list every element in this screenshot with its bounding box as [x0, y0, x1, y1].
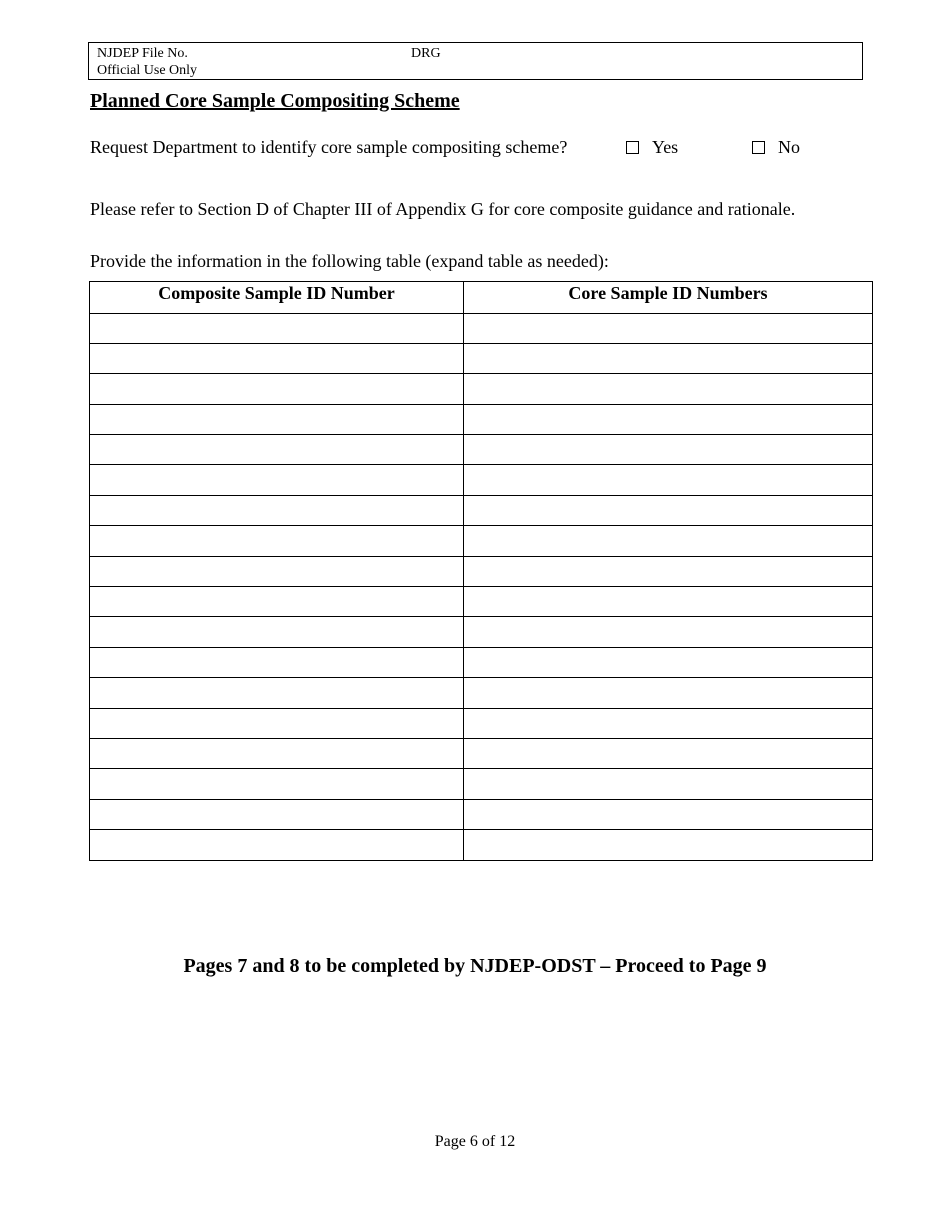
composite-id-cell[interactable]	[90, 830, 464, 860]
compositing-table	[89, 281, 873, 861]
composite-id-cell[interactable]	[90, 404, 464, 434]
table-row	[90, 313, 873, 343]
core-ids-cell[interactable]	[464, 404, 873, 434]
table-row	[90, 708, 873, 738]
core-ids-cell[interactable]	[464, 435, 873, 465]
core-ids-cell[interactable]	[464, 556, 873, 586]
core-ids-cell[interactable]	[464, 343, 873, 373]
composite-id-cell[interactable]	[90, 374, 464, 404]
composite-id-cell[interactable]	[90, 678, 464, 708]
table-row	[90, 769, 873, 799]
composite-id-cell[interactable]	[90, 769, 464, 799]
table-row	[90, 374, 873, 404]
composite-id-cell[interactable]	[90, 708, 464, 738]
table-row	[90, 556, 873, 586]
table-row	[90, 678, 873, 708]
composite-id-cell[interactable]	[90, 799, 464, 829]
core-ids-cell[interactable]	[464, 799, 873, 829]
no-checkbox[interactable]	[752, 141, 765, 154]
drg-label: DRG	[411, 46, 441, 61]
yes-checkbox[interactable]	[626, 141, 639, 154]
page-number: Page 6 of 12	[434, 1133, 516, 1150]
core-ids-cell[interactable]	[464, 738, 873, 768]
core-ids-cell[interactable]	[464, 617, 873, 647]
composite-id-cell[interactable]	[90, 617, 464, 647]
core-ids-cell[interactable]	[464, 587, 873, 617]
table-row	[90, 738, 873, 768]
file-no-label: NJDEP File No.	[97, 46, 188, 61]
core-ids-cell[interactable]	[464, 678, 873, 708]
table-intro-text: Provide the information in the following table (expand table as needed):	[90, 251, 609, 271]
compositing-question: Request Department to identify core sample compositing scheme?	[90, 137, 568, 157]
core-ids-cell[interactable]	[464, 374, 873, 404]
guidance-text: Please refer to Section D of Chapter III of Appendix G for core composite guidance and rationale.	[90, 199, 796, 219]
table-row	[90, 617, 873, 647]
composite-id-cell[interactable]	[90, 556, 464, 586]
table-row	[90, 830, 873, 860]
section-title: Planned Core Sample Compositing Scheme	[90, 90, 460, 112]
table-row	[90, 465, 873, 495]
core-ids-cell[interactable]	[464, 830, 873, 860]
table-row	[90, 799, 873, 829]
core-ids-cell[interactable]	[464, 769, 873, 799]
table-row	[90, 526, 873, 556]
composite-id-cell[interactable]	[90, 435, 464, 465]
composite-id-cell[interactable]	[90, 343, 464, 373]
official-use-header-box	[88, 42, 863, 80]
column-header-composite-id: Composite Sample ID Number	[90, 282, 464, 314]
composite-id-cell[interactable]	[90, 465, 464, 495]
table-row	[90, 647, 873, 677]
yes-label: Yes	[652, 137, 679, 157]
composite-id-cell[interactable]	[90, 647, 464, 677]
table-row	[90, 404, 873, 434]
table-row	[90, 587, 873, 617]
no-option[interactable]	[752, 137, 800, 158]
core-ids-cell[interactable]	[464, 526, 873, 556]
table-row	[90, 343, 873, 373]
official-use-label: Official Use Only	[97, 63, 198, 78]
core-ids-cell[interactable]	[464, 647, 873, 677]
table-row	[90, 495, 873, 525]
composite-id-cell[interactable]	[90, 495, 464, 525]
no-label: No	[778, 137, 800, 157]
table-row	[90, 435, 873, 465]
table-header-row	[90, 282, 873, 314]
composite-id-cell[interactable]	[90, 313, 464, 343]
composite-id-cell[interactable]	[90, 738, 464, 768]
core-ids-cell[interactable]	[464, 465, 873, 495]
core-ids-cell[interactable]	[464, 313, 873, 343]
core-ids-cell[interactable]	[464, 708, 873, 738]
composite-id-cell[interactable]	[90, 526, 464, 556]
composite-id-cell[interactable]	[90, 587, 464, 617]
column-header-core-ids: Core Sample ID Numbers	[464, 282, 873, 314]
core-ids-cell[interactable]	[464, 495, 873, 525]
footer-note: Pages 7 and 8 to be completed by NJDEP-ODST – Proceed to Page 9	[183, 955, 767, 977]
yes-option[interactable]	[626, 137, 678, 158]
